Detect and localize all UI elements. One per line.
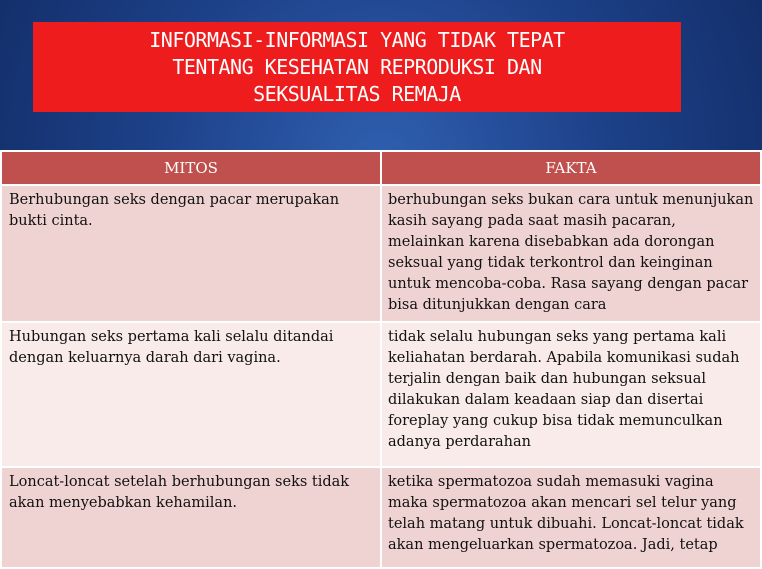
- header-mitos: MITOS: [1, 151, 381, 185]
- mitos-cell: Berhubungan seks dengan pacar merupakan bukti cinta.: [1, 185, 381, 322]
- mitos-cell: Loncat-loncat setelah berhubungan seks tidak akan menyebabkan kehamilan.: [1, 467, 381, 568]
- slide-title: INFORMASI-INFORMASI YANG TIDAK TEPAT TENTANG KESEHATAN REPRODUKSI DAN SEKSUALITAS REMAJA: [149, 27, 565, 106]
- table-row: [1, 185, 761, 322]
- fakta-cell: berhubungan seks bukan cara untuk menunjukan kasih sayang pada saat masih pacaran, melainkan karena disebabkan ada dorongan seksual yang tidak terkontrol dan keinginan untuk mencoba-coba. Rasa sayang dengan pacar bisa ditunjukkan dengan cara: [381, 185, 761, 322]
- myth-fact-table: [0, 150, 762, 569]
- table-header-row: [1, 151, 761, 185]
- table-row: [1, 467, 761, 568]
- header-fakta: FAKTA: [381, 151, 761, 185]
- slide-title-box: [33, 22, 681, 112]
- fakta-cell: tidak selalu hubungan seks yang pertama kali keliahatan berdarah. Apabila komunikasi sudah terjalin dengan baik dan hubungan seksual dilakukan dalam keadaan siap dan disertai foreplay yang cukup bisa tidak memunculkan adanya perdarahan: [381, 322, 761, 467]
- table-row: [1, 322, 761, 467]
- mitos-cell: Hubungan seks pertama kali selalu ditandai dengan keluarnya darah dari vagina.: [1, 322, 381, 467]
- fakta-cell: ketika spermatozoa sudah memasuki vagina maka spermatozoa akan mencari sel telur yang telah matang untuk dibuahi. Loncat-loncat tidak akan mengeluarkan spermatozoa. Jadi, tetap: [381, 467, 761, 568]
- myth-fact-table-container: [0, 150, 754, 553]
